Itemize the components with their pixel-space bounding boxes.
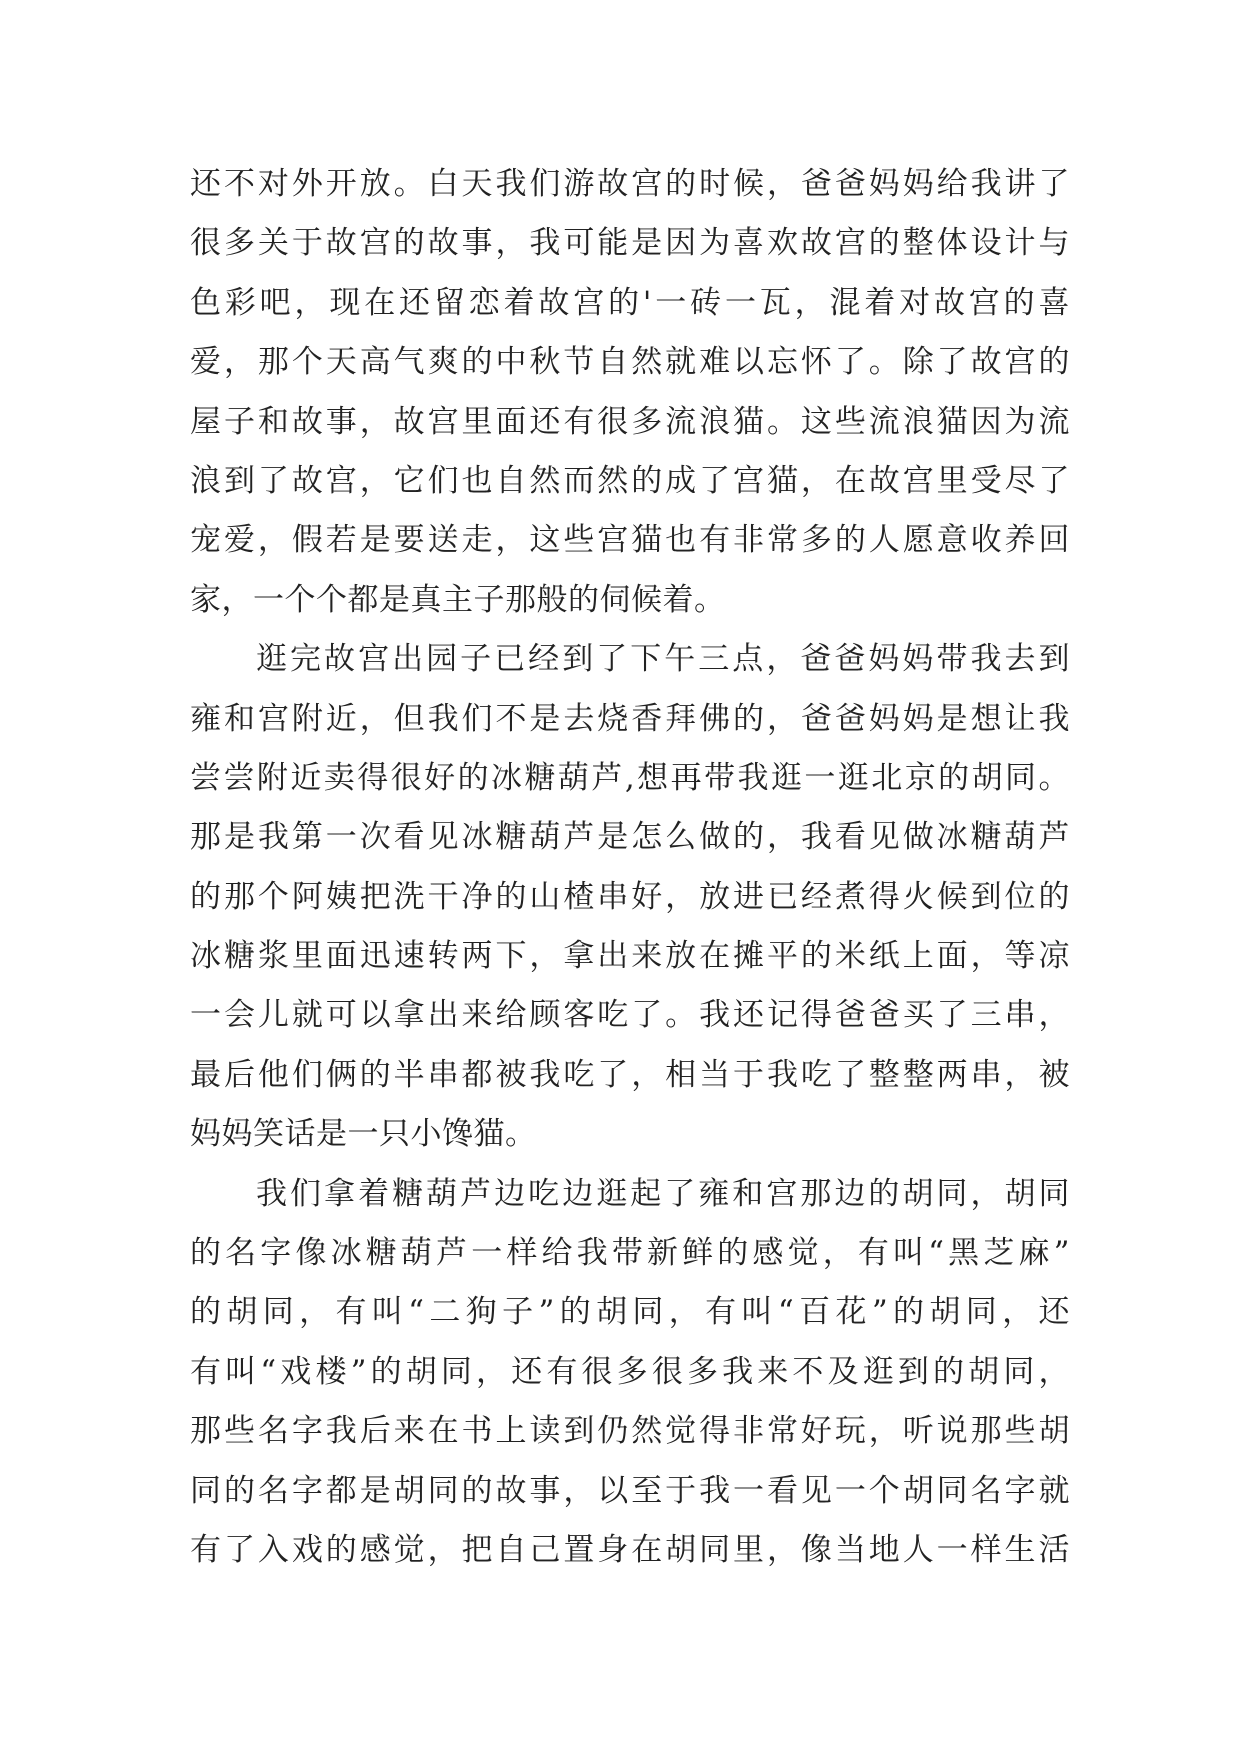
paragraph-line: 那是我第一次看见冰糖葫芦是怎么做的，我看见做冰糖葫芦 [190,819,1070,856]
paragraph-line: 那些名字我后来在书上读到仍然觉得非常好玩，听说那些胡 [190,1413,1070,1450]
paragraph-line: 有叫“戏楼”的胡同，还有很多很多我来不及逛到的胡同， [190,1353,1070,1390]
body-text [190,155,1070,1580]
paragraph-line: 同的名字都是胡同的故事，以至于我一看见一个胡同名字就 [190,1472,1070,1509]
paragraph-line: 的胡同，有叫“二狗子”的胡同，有叫“百花”的胡同，还 [190,1294,1070,1331]
paragraph-line: 一会儿就可以拿出来给顾客吃了。我还记得爸爸买了三串， [190,997,1070,1034]
paragraph-line: 冰糖浆里面迅速转两下，拿出来放在摊平的米纸上面，等凉 [190,938,1070,975]
paragraph-line: 爱，那个天高气爽的中秋节自然就难以忘怀了。除了故宫的 [190,344,1070,381]
paragraph-line: 有了入戏的感觉，把自己置身在胡同里，像当地人一样生活 [190,1531,1070,1568]
paragraph-line: 家，一个个都是真主子那般的伺候着。 [190,581,726,618]
paragraph-line: 宠爱，假若是要送走，这些宫猫也有非常多的人愿意收养回 [190,522,1070,559]
paragraph-line: 屋子和故事，故宫里面还有很多流浪猫。这些流浪猫因为流 [190,403,1070,440]
paragraph-line: 雍和宫附近，但我们不是去烧香拜佛的，爸爸妈妈是想让我 [190,700,1070,737]
paragraph-line: 我们拿着糖葫芦边吃边逛起了雍和宫那边的胡同，胡同 [256,1175,1070,1212]
paragraph-line: 尝尝附近卖得很好的冰糖葫芦,想再带我逛一逛北京的胡同。 [190,759,1070,796]
paragraph-line: 的名字像冰糖葫芦一样给我带新鲜的感觉，有叫“黑芝麻” [190,1235,1070,1272]
paragraph-line: 的那个阿姨把洗干净的山楂串好，放进已经煮得火候到位的 [190,878,1070,915]
paragraph-line: 最后他们俩的半串都被我吃了，相当于我吃了整整两串，被 [190,1056,1070,1093]
paragraph-line: 很多关于故宫的故事，我可能是因为喜欢故宫的整体设计与 [190,225,1070,262]
paragraph-line: 色彩吧，现在还留恋着故宫的'一砖一瓦，混着对故宫的喜 [190,284,1070,321]
paragraph-line: 逛完故宫出园子已经到了下午三点，爸爸妈妈带我去到 [256,641,1070,678]
paragraph-line: 妈妈笑话是一只小馋猫。 [190,1116,537,1153]
paragraph-line: 还不对外开放。白天我们游故宫的时候，爸爸妈妈给我讲了 [190,166,1070,202]
paragraph-line: 浪到了故宫，它们也自然而然的成了宫猫，在故宫里受尽了 [190,462,1070,499]
